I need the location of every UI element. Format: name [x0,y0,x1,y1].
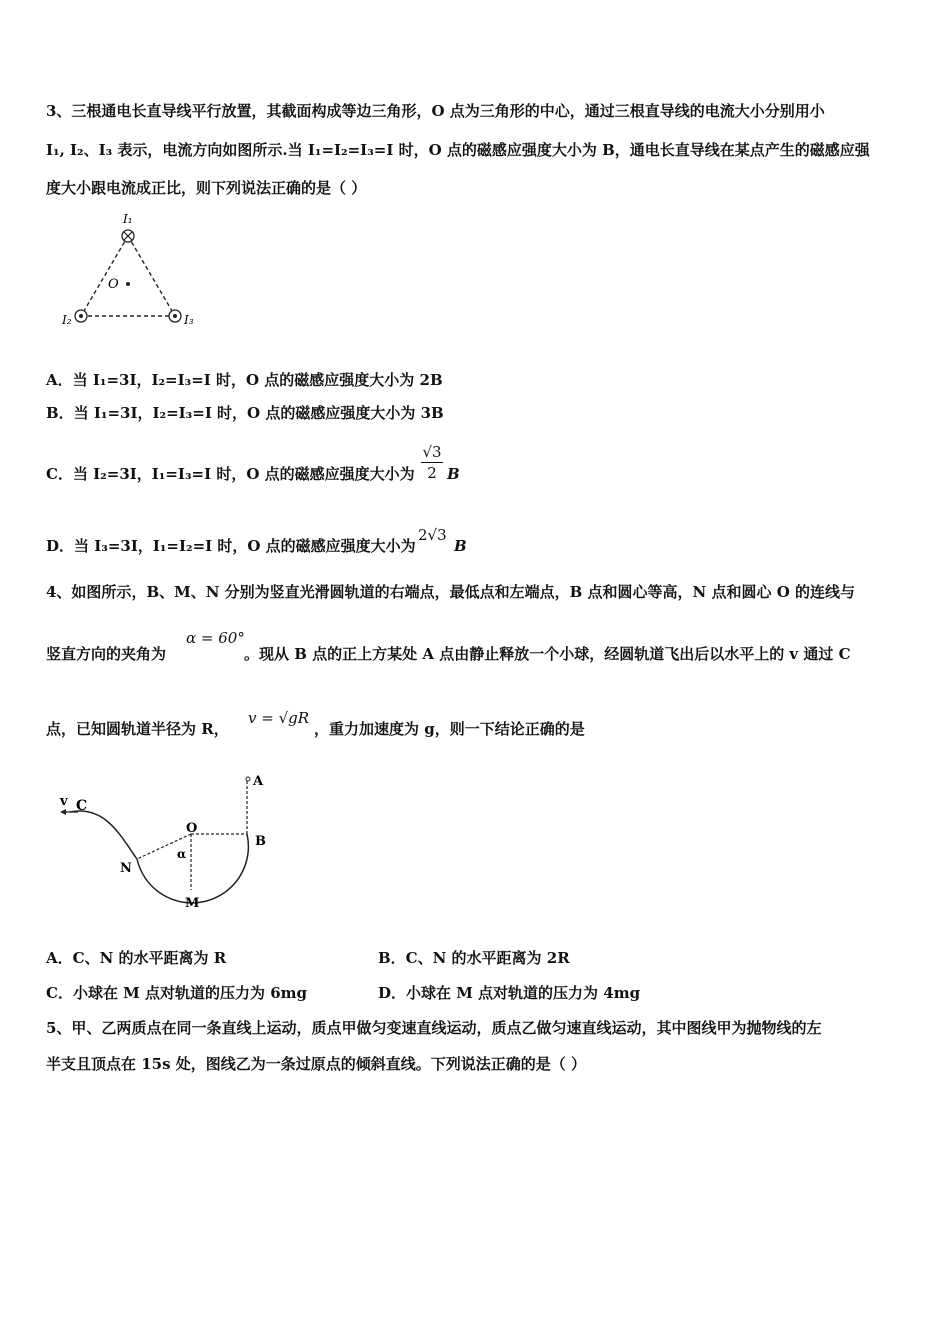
q4-option-b: B．C、N 的水平距离为 2R [378,949,570,967]
q3-option-c: C．当 I₂=3I，I₁=I₃=I 时，O 点的磁感应强度大小为 [46,465,415,483]
projectile-trajectory [70,811,137,859]
fraction-denominator: 2 [427,464,437,482]
q3-text-line-3: 度大小跟电流成正比，则下列说法正确的是（ ） [46,179,367,197]
label-a: A [253,774,264,789]
label-i2: I₂ [62,313,72,327]
label-o: O [186,821,198,836]
point-a-marker [246,777,250,781]
q4-option-d: D．小球在 M 点对轨道的压力为 4mg [378,984,641,1002]
q4-text-line-1: 4、如图所示，B、M、N 分别为竖直光滑圆轨道的右端点，最低点和左端点，B 点和圆心等高，N 点和圆心 O 的连线与 [46,583,856,601]
q4-text-line-2-end: 。现从 B 点的正上方某处 A 点由静止释放一个小球，经圆轨道飞出后以水平上的 v 通过 C [244,645,851,663]
q3-option-d: D．当 I₃=3I，I₁=I₂=I 时，O 点的磁感应强度大小为 [46,537,416,555]
label-v: v [60,794,68,809]
q3-option-d-math: 2√3 [418,526,447,544]
label-c: C [76,798,88,814]
label-n: N [120,861,132,876]
q5-text-line-1: 5、甲、乙两质点在同一条直线上运动，质点甲做匀变速直线运动，质点乙做匀速直线运动，其中图线甲为抛物线的左 [46,1019,822,1037]
q4-text-line-3-start: 点，已知圆轨道半径为 R， [46,720,229,738]
label-i1: I₁ [123,212,133,226]
wire-i2-out-of-page-icon [75,310,87,322]
q5-text-line-2: 半支且顶点在 15s 处，图线乙为一条过原点的倾斜直线。下列说法正确的是（ ） [46,1055,586,1073]
triangle-side-left [81,236,128,316]
q3-option-a: A．当 I₁=3I，I₂=I₃=I 时，O 点的磁感应强度大小为 2B [46,371,443,389]
q3-option-c-fraction [418,443,446,482]
q3-option-b: B．当 I₁=3I，I₂=I₃=I 时，O 点的磁感应强度大小为 3B [46,404,444,422]
wire-i1-into-page-icon [122,230,134,242]
label-i3: I₃ [184,313,194,327]
fraction-bar [421,462,443,463]
q3-text-line-2: I₁, I₂、I₃ 表示，电流方向如图所示.当 I₁=I₂=I₃=I 时，O 点的磁感应强度大小为 B，通电长直导线在某点产生的磁感应强 [46,141,870,159]
q4-velocity-math: v = √gR [248,709,310,727]
fraction-numerator: √3 [422,443,442,461]
label-o: O [108,277,119,292]
q3-triangle-figure [55,208,215,333]
q4-option-c: C．小球在 M 点对轨道的压力为 6mg [46,984,308,1002]
q3-option-c-tail: B [447,465,460,483]
q4-angle-math: α = 60° [186,629,245,647]
label-m: M [185,896,200,911]
q4-circular-track-figure [50,765,290,915]
q4-option-a: A．C、N 的水平距离为 R [46,949,227,967]
triangle-side-right [128,236,175,316]
q4-text-line-2-start: 竖直方向的夹角为 [46,645,167,663]
center-point-o [126,282,130,286]
circular-track-arc [137,834,248,903]
label-b: B [255,834,266,849]
velocity-arrow-head-icon [60,809,66,815]
q3-text-line-1: 3、三根通电长直导线平行放置，其截面构成等边三角形，O 点为三角形的中心，通过三根直导线的电流大小分别用小 [46,102,825,120]
wire-i3-out-of-page-icon [169,310,181,322]
label-alpha: α [177,847,187,861]
q3-option-d-tail: B [454,537,467,555]
q4-text-line-3-end: ，重力加速度为 g，则一下结论正确的是 [314,720,585,738]
